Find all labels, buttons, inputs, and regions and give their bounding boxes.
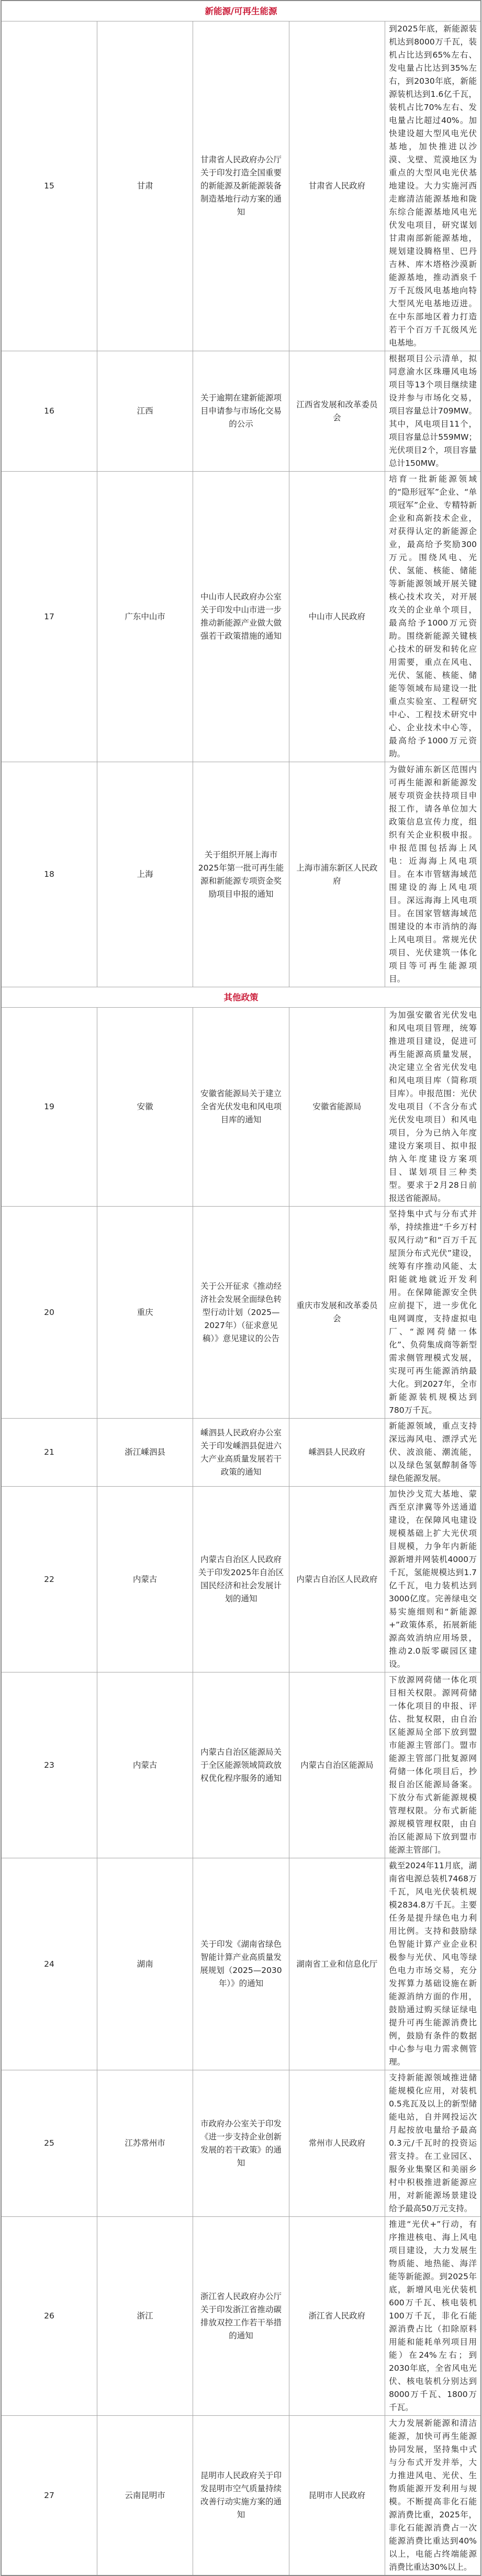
row-region: 云南昆明市	[97, 2416, 193, 2576]
row-summary: 为加强安徽省光伏发电和风电项目管理，统筹推进项目建设，促进可再生能源高质量发展，决定建立全省光伏发电和风电项目库（简称项目库）。申报范围：光伏发电项目（不含分布式光伏发电项目）和风电项目，分为已纳入年度建设方案项目、拟申报纳入年度建设方案项目、谋划项目三种类型。要求于2月28日前报送省能源局。	[385, 1008, 481, 1207]
row-summary: 支持新能源领域推进储能规模化应用，对装机0.5兆瓦及以上的新型储能电站，自并网投运次月起按放电量给予最高0.3元/千瓦时的投资运营支持。在工业园区、服务业集聚区和美丽乡村中积极推进新能源应用，对新能源场景建设给予最高50万元支持。	[385, 2070, 481, 2217]
row-number: 15	[1, 21, 97, 351]
section-heading: 新能源/可再生能源	[1, 1, 481, 21]
row-summary: 新能源领域，重点支持深远海风电、漂浮式光伏、波浪能、潮流能，以及绿色氢氨醇制备等绿色能源发展。	[385, 1419, 481, 1487]
row-region: 内蒙古	[97, 1672, 193, 1858]
row-issuer: 内蒙古自治区能源局	[289, 1672, 385, 1858]
row-policy-title: 关于印发《湖南省绿色智能计算产业高质量发展规划（2025—2030年）》的通知	[193, 1858, 289, 2070]
row-policy-title: 内蒙古自治区人民政府关于印发2025年自治区国民经济和社会发展计划的通知	[193, 1487, 289, 1672]
table-row	[1, 762, 481, 987]
row-issuer: 常州市人民政府	[289, 2070, 385, 2217]
row-issuer: 浙江省人民政府	[289, 2217, 385, 2416]
row-region: 甘肃	[97, 21, 193, 351]
table-row	[1, 1207, 481, 1419]
section-header-row	[1, 987, 481, 1008]
row-region: 广东中山市	[97, 472, 193, 762]
row-summary: 加快沙戈荒大基地、蒙西至京津冀等外送通道建设，在保障风电建设规模基础上扩大光伏项目规模，力争年内新能源新增并网装机4000万千瓦，氢能规模达到1.7亿千瓦，电力装机达到3000亿度。完善绿电交易实施细则和“新能源+”政策体系，拓展新能源高效消纳应用场景，推动2.0版零碳园区建设。	[385, 1487, 481, 1672]
row-number: 16	[1, 351, 97, 472]
table-row	[1, 1487, 481, 1672]
row-region: 重庆	[97, 1207, 193, 1419]
table-row	[1, 2217, 481, 2416]
row-summary: 根据项目公示清单，拟同意渝水区珠珊风电场项目等13个项目继续建设并参与市场化交易，项目容量总计709MW。其中，风电项目11个，项目容量总计559MW；光伏项目2个，项目容量总计150MW。	[385, 351, 481, 472]
table-row	[1, 2070, 481, 2217]
row-number: 23	[1, 1672, 97, 1858]
table-row	[1, 1419, 481, 1487]
row-policy-title: 关于逾期在建新能源项目申请参与市场化交易的公示	[193, 351, 289, 472]
row-region: 江西	[97, 351, 193, 472]
row-issuer: 嵊泗县人民政府	[289, 1419, 385, 1487]
row-policy-title: 关于公开征求《推动经济社会发展全面绿色转型行动计划（2025—2027年）（征求意见稿）》意见建议的公告	[193, 1207, 289, 1419]
row-issuer: 江西省发展和改革委员会	[289, 351, 385, 472]
row-policy-title: 市政府办公室关于印发《进一步支持企业创新发展的若干政策》的通知	[193, 2070, 289, 2217]
row-summary: 截至2024年11月底，湖南省电源总装机7468万千瓦，风电光伏装机规模2834.8万千瓦。主要任务是提升绿色电力利用比例。支持和鼓励绿色智能计算产业企业积极参与光伏、风电等绿色电力市场交易，充分发挥算力基础设施在新能源消纳方面的作用，鼓励通过购买绿证绿电提升可再生能源消费比例，鼓励有条件的数据中心参与电力需求侧管理。	[385, 1858, 481, 2070]
table-row	[1, 21, 481, 351]
row-summary: 为做好浦东新区范围内可再生能源和新能源发展专项资金扶持项目申报工作，请各单位加大政策信息宣传力度，组织有关企业积极申报。申报范围包括海上风电：近海海上风电项目。在本市管辖海域范围建设的海上风电项目。深远海海上风电项目。在国家管辖海域范围建设的本市消纳的海上风电项目。常规光伏项目、光伏建筑一体化项目等可再生能源项目。	[385, 762, 481, 987]
row-policy-title: 内蒙古自治区能源局关于全区能源领域简政放权优化程序服务的通知	[193, 1672, 289, 1858]
row-issuer: 昆明市人民政府	[289, 2416, 385, 2576]
row-number: 22	[1, 1487, 97, 1672]
row-issuer: 上海市浦东新区人民政府	[289, 762, 385, 987]
row-region: 安徽	[97, 1008, 193, 1207]
row-region: 内蒙古	[97, 1487, 193, 1672]
row-summary: 到2025年底，新能源装机达到8000万千瓦，装机占比达到65%左右、发电量占比达到35%左右，到2030年底，新能源装机达到1.6亿千瓦，装机占比70%左右、发电量占比超过40%。加快建设超大型风电光伏基地，加快推进以沙漠、戈壁、荒漠地区为重点的大型风电光伏基地建设。大力实施河西走廊清洁能源基地和陇东综合能源基地风电光伏发电项目，研究谋划甘肃南部新能源基地，规划建设腾格里、巴丹吉林、库木塔格沙漠新能源基地，推动酒泉千万千瓦级风电基地向特大型风光电基地迈进。在中东部地区着力打造若干个百万千瓦级风光电基地。	[385, 21, 481, 351]
row-region: 湖南	[97, 1858, 193, 2070]
row-summary: 大力发展新能源和清洁能源，加快可再生能源协同发展，坚持集中式与分布式开发并举，大力推进风电、光伏、生物质能源开发利用与规模。不断提高非化石能源消费比重，2025年，非化石能源消费占一次能源消费比重达到40%以上，电能占终端能源消费比重达30%以上。	[385, 2416, 481, 2576]
row-summary: 推进“光伏+”行动，有序推进核电、海上风电项目建设，大力发展生物质能、地热能、海洋能等新能源。到2025年底，新增风电光伏装机600万千瓦、核电装机100万千瓦，非化石能源消费占比（扣除原料用能和能耗单列项目用能）在24%左右；到2030年底，全省风电光伏、核电装机分别达到8000万千瓦、1800万千瓦。	[385, 2217, 481, 2416]
table-row	[1, 1008, 481, 1207]
row-region: 浙江	[97, 2217, 193, 2416]
row-policy-title: 浙江省人民政府办公厅关于印发浙江省推动碳排放双控工作若干举措的通知	[193, 2217, 289, 2416]
section-header-row	[1, 1, 481, 21]
row-issuer: 中山市人民政府	[289, 472, 385, 762]
row-number: 26	[1, 2217, 97, 2416]
row-policy-title: 中山市人民政府办公室关于印发中山市进一步推动新能源产业做大做强若干政策措施的通知	[193, 472, 289, 762]
table-row	[1, 472, 481, 762]
row-number: 19	[1, 1008, 97, 1207]
row-region: 江苏常州市	[97, 2070, 193, 2217]
row-issuer: 重庆市发展和改革委员会	[289, 1207, 385, 1419]
row-policy-title: 嵊泗县人民政府办公室关于印发嵊泗县促进六大产业高质量发展若干政策的通知	[193, 1419, 289, 1487]
row-number: 27	[1, 2416, 97, 2576]
row-summary: 培育一批新能源领域的“隐形冠军”企业、“单项冠军”企业、专精特新企业和高新技术企业，对获得认定的新能源企业，最高给予奖励300万元。围绕风电、光伏、氢能、核能、储能等新能源领域开展关键核心技术攻关，对开展攻关的企业单个项目，最高给予1000万元资助。围绕新能源关键核心技术的研发和转化应用需要，重点在风电、光伏、氢能、核能、储能等领域布局建设一批重点实验室、工程研究中心、工程技术研究中心、企业技术中心等，最高给予1000万元资助。	[385, 472, 481, 762]
row-policy-title: 关于组织开展上海市2025年第一批可再生能源和新能源专项资金奖励项目申报的通知	[193, 762, 289, 987]
row-issuer: 甘肃省人民政府	[289, 21, 385, 351]
table-row	[1, 351, 481, 472]
row-issuer: 内蒙古自治区人民政府	[289, 1487, 385, 1672]
row-region: 上海	[97, 762, 193, 987]
row-policy-title: 昆明市人民政府关于印发昆明市空气质量持续改善行动实施方案的通知	[193, 2416, 289, 2576]
row-number: 21	[1, 1419, 97, 1487]
row-number: 18	[1, 762, 97, 987]
row-issuer: 安徽省能源局	[289, 1008, 385, 1207]
row-number: 25	[1, 2070, 97, 2217]
table-row	[1, 2416, 481, 2576]
section-heading: 其他政策	[1, 987, 481, 1008]
row-summary: 坚持集中式与分布式并举，持续推进“千乡万村驭风行动”和“百万千瓦屋顶分布式光伏”建设，统筹有序推动风能、太阳能就地就近开发利用。在保障能源安全供应前提下，进一步优化电网调度，支持虚拟电厂、“源网荷储一体化”、负荷集成商等新型需求侧管理模式发展，实现可再生能源消纳最大化。到2027年，全市新能源装机规模达到780万千瓦。	[385, 1207, 481, 1419]
row-policy-title: 安徽省能源局关于建立全省光伏发电和风电项目库的通知	[193, 1008, 289, 1207]
row-summary: 下放源网荷储一体化项目相关权限。源网荷储一体化项目的申报、评估、批复权限，由自治区能源局全部下放到盟市能源主管部门。盟市能源主管部门批复源网荷储一体化项目后，抄报自治区能源局备案。下放分布式新能源规模管理权限。分布式新能源规模管理权限，由自治区能源局下放到盟市能源主管部门。	[385, 1672, 481, 1858]
table-row	[1, 1858, 481, 2070]
policy-table-body	[1, 1, 481, 2575]
policy-table	[1, 0, 481, 2576]
row-number: 24	[1, 1858, 97, 2070]
row-number: 17	[1, 472, 97, 762]
row-policy-title: 甘肃省人民政府办公厅关于印发打造全国重要的新能源及新能源装备制造基地行动方案的通知	[193, 21, 289, 351]
table-row	[1, 1672, 481, 1858]
row-region: 浙江嵊泗县	[97, 1419, 193, 1487]
row-number: 20	[1, 1207, 97, 1419]
row-issuer: 湖南省工业和信息化厅	[289, 1858, 385, 2070]
